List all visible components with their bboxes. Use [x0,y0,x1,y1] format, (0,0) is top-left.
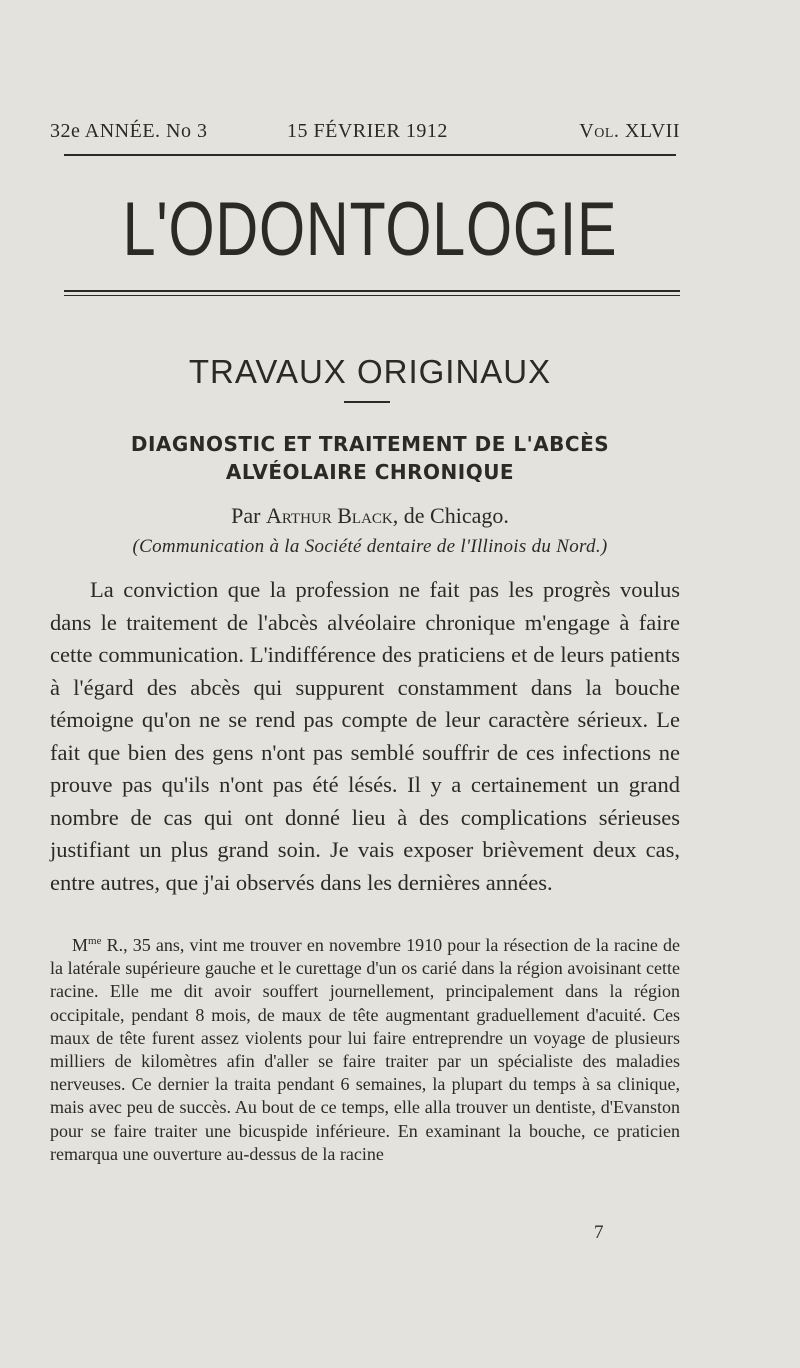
journal-title: L'ODONTOLOGIE [122,187,618,272]
body-prefix: M [72,935,89,955]
body-paragraph [50,930,680,1166]
article-title-line-1: DIAGNOSTIC ET TRAITEMENT DE L'ABCÈS [130,432,610,456]
article-title-line-2: ALVÉOLAIRE CHRONIQUE [225,460,515,484]
running-header [50,120,680,150]
section-divider [344,401,390,403]
header-rule [64,154,676,156]
section-title: TRAVAUX ORIGINAUX [188,353,552,390]
masthead-rule [64,290,680,292]
lead-paragraph: La conviction que la profession ne fait pas les progrès voulus dans le traitement de l'abcès alvéolaire chronique m'engage à faire cette communication. L'indifférence des praticiens et de leurs patients à l'égard des abcès qui suppurent constamment dans la bouche témoigne qu'on ne se rend pas compte de leur caractère sérieux. Le fait que bien des gens n'ont pas semblé souffrir de ces infections ne prouve pas qu'ils n'ont pas été lésés. Il y a certainement un grand nombre de cas qui ont donné lieu à des complications sérieuses justifiant un plus grand soin. Je vais exposer brièvement deux cas, entre autres, que j'ai observés dans les dernières années. [50,577,680,895]
masthead-rule-thin [64,295,680,296]
author-prefix: Par [231,503,261,528]
body-text: R., 35 ans, vint me trouver en novembre 1910 pour la résection de la racine de la latérale supérieure gauche et le curettage d'un os carié dans la région avoisinant cette racine. Elle me dit avoir souffert journellement, principalement dans la région occipitale, pendant 8 mois, de maux de tête augmentant graduellement d'acuité. Ces maux de tête furent assez violents pour lui faire entreprendre un voyage de plusieurs milliers de kilomètres afin d'aller se faire traiter par un spécialiste des maladies nerveuses. Ce dernier la traita pendant 6 semaines, la plupart du temps à sa clinique, mais avec peu de succès. Au bout de ce temps, elle alla trouver un dentiste, d'Evanston pour se faire traiter une bicuspide inférieure. En examinant la bouche, ce praticien remarqua une ouverture au-dessus de la racine [50,935,680,1164]
article-title [0,430,740,486]
body-prefix-sup: me [88,935,102,947]
page-number: 7 [594,1222,604,1243]
issue-date: 15 FÉVRIER 1912 [287,120,448,142]
author-location: , de Chicago. [392,503,509,528]
communication-note: (Communication à la Société dentaire de l'Illinois du Nord.) [132,536,608,557]
volume-number: Vol. XLVII [579,120,680,142]
author-byline [0,502,740,530]
issue-number: 32e ANNÉE. No 3 [50,120,208,142]
author-name: Arthur Black [265,503,393,528]
